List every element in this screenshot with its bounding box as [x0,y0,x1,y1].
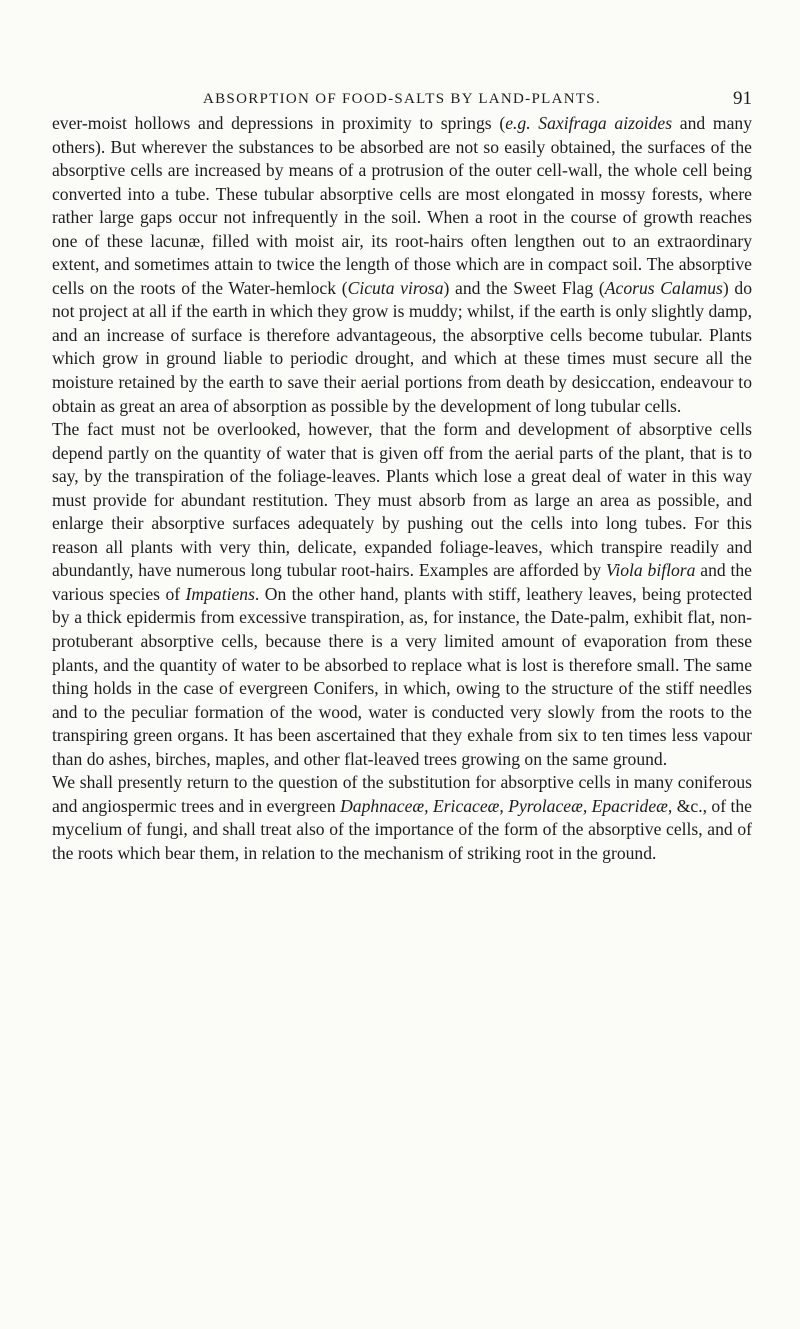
text-run: We shall presently return to the question of the substitution for absorptive cells in many coniferous and angiospermic trees and in evergreen [52,772,752,816]
text-run: ) do not project at all if the earth in which they grow is muddy; whilst, if the earth is only slightly damp, and an increase of surface is therefore advantageous, the absorptive cells become tubular. Plants which grow in ground liable to periodic drought, and which at these times must secure all the moisture retained by the earth to save their aerial portions from death by desiccation, endeavour to obtain as great an area of absorption as possible by the development of long tubular cells. [52,277,752,416]
text-run: ) and the Sweet Flag ( [443,277,605,298]
text-run: and many others). But wherever the substances to be absorbed are not so easily obtained, the surfaces of the absorptive cells are increased by means of a protrusion of the outer cell-wall, the whole cell being converted into a tube. These tubular absorptive cells are most elongated in mossy forests, where rather large gaps occur not infrequently in the soil. When a root in the course of growth reaches one of these lacunæ, filled with moist air, its root-hairs often lengthen out to an extraordinary extent, and sometimes attain to twice the length of those which are in compact soil. The absorptive cells on the roots of the Water-hemlock ( [52,113,752,298]
italic-run: Daphnaceæ, Ericaceæ, Pyrolaceæ, Epacrideæ, [340,795,673,816]
paragraph [52,112,752,418]
text-run: The fact must not be overlooked, however, that the form and development of absorptive cells depend partly on the quantity of water that is given off from the aerial parts of the plant, that is to say, by the transpiration of the foliage-leaves. Plants which lose a great deal of water in this way must provide for abundant restitution. They must absorb from as large an area as possible, and enlarge their absorptive surfaces adequately by pushing out the cells into long tubes. For this reason all plants with very thin, delicate, expanded foliage-leaves, which transpire readily and abundantly, have numerous long tubular root-hairs. Examples are afforded by [52,419,752,581]
italic-run: Cicuta virosa [347,277,444,298]
paragraph [52,771,752,865]
text-run: . On the other hand, plants with stiff, leathery leaves, being protected by a thick epidermis from excessive transpiration, as, for instance, the Date-palm, exhibit flat, non-protuberant absorptive cells, because there is a very limited amount of evaporation from these plants, and the quantity of water to be absorbed to replace what is lost is therefore small. The same thing holds in the case of evergreen Conifers, in which, owing to the structure of the stiff needles and to the peculiar formation of the wood, water is conducted very slowly from the roots to the transpiring green organs. It has been ascertained that they exhale from six to ten times less vapour than do ashes, birches, maples, and other flat-leaved trees growing on the same ground. [52,583,752,769]
italic-run: e.g. Saxifraga aizoides [505,113,673,133]
running-head-title: ABSORPTION OF FOOD-SALTS BY LAND-PLANTS. [202,91,602,107]
paragraph [52,418,752,771]
italic-run: Acorus Calamus [604,277,723,298]
italic-run: Impatiens [185,583,255,604]
running-head [52,88,752,112]
text-run: ever-moist hollows and depressions in proximity to springs ( [52,113,506,133]
page-number: 91 [733,88,752,109]
italic-run: Viola biflora [605,560,696,581]
text-run: and the various species of [52,560,752,604]
text-run: &c., of the mycelium of fungi, and shall treat also of the importance of the form of the absorptive cells, and of the roots which bear them, in relation to the mechanism of striking root in the ground. [52,795,752,863]
body-text [52,112,752,866]
